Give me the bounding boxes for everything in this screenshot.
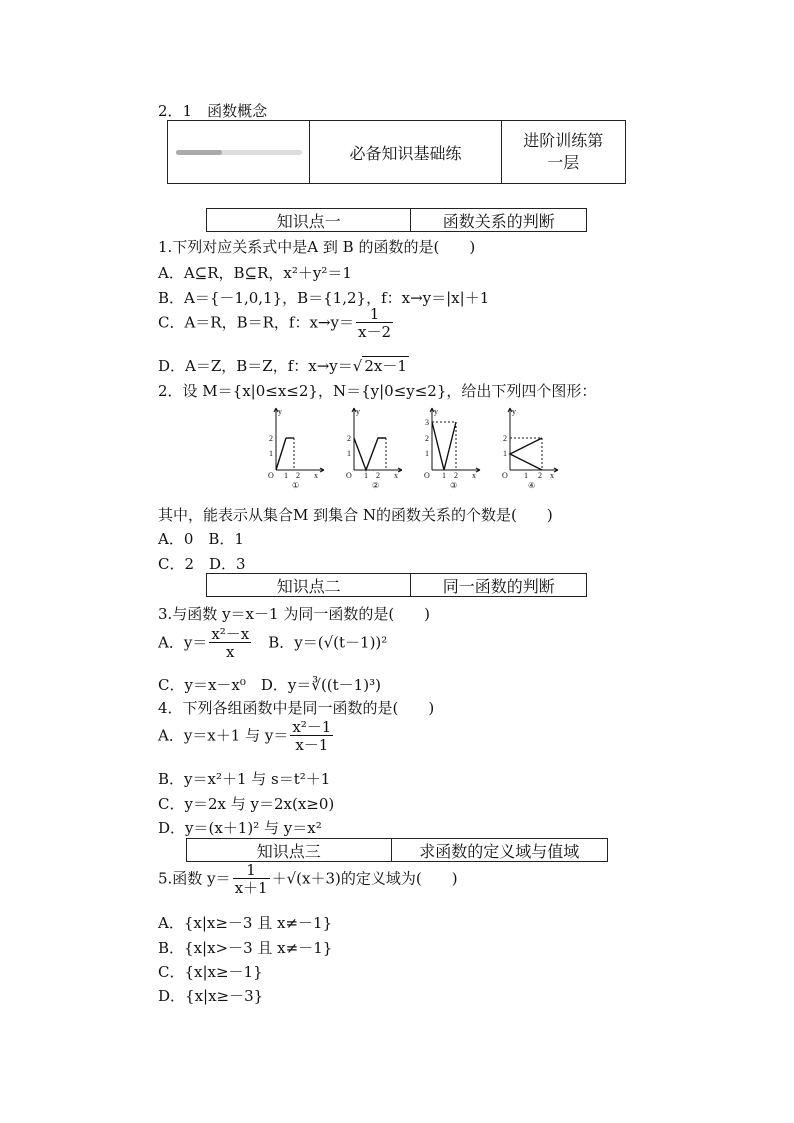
q4-stem: 4．下列各组函数中是同一函数的是( ) <box>158 699 435 717</box>
q3-a-prefix: A．y＝ <box>158 633 208 652</box>
svg-text:y: y <box>434 407 438 416</box>
svg-text:x: x <box>394 471 398 480</box>
header-advanced-line1: 进阶训练第 <box>523 131 604 150</box>
q2-tail: 其中，能表示从集合M 到集合 N的函数关系的个数是( ) <box>158 506 553 524</box>
graph-2-label: ② <box>372 481 380 489</box>
q1-c-num: 1 <box>356 306 393 323</box>
q4-option-c: C．y＝2x 与 y＝2x(x≥0) <box>158 795 335 813</box>
q1-stem: 1.下列对应关系式中是A 到 B 的函数的是( ) <box>158 238 476 256</box>
q5-stem-prefix: 5.函数 y＝ <box>158 869 231 888</box>
q3-options-ab <box>158 626 387 661</box>
svg-text:2: 2 <box>347 434 351 443</box>
svg-text:2: 2 <box>269 434 273 443</box>
q5-stem <box>158 862 458 897</box>
kp1-label: 知识点一 <box>207 209 411 231</box>
kp3-title: 求函数的定义域与值域 <box>419 841 580 861</box>
q1-option-a: A．A⊆R，B⊆R，x²＋y²＝1 <box>158 264 352 282</box>
q4-option-b: B．y＝x²＋1 与 s＝t²＋1 <box>158 770 331 788</box>
q4-option-d: D．y＝(x＋1)² 与 y＝x² <box>158 819 322 837</box>
knowledge-point-1 <box>206 208 587 232</box>
progress-fill <box>176 150 222 155</box>
svg-text:1: 1 <box>284 471 288 480</box>
q5-fraction <box>233 862 270 897</box>
q5-option-a: A．{x|x≥－3 且 x≠－1} <box>158 914 333 932</box>
q3-options-cd: C．y＝x－x⁰ D．y＝∛((t－1)³) <box>158 676 381 694</box>
graph-4 <box>500 404 560 489</box>
q4-option-a <box>158 719 335 754</box>
graph-1-label: ① <box>292 481 300 489</box>
q2-stem: 2．设 M＝{x|0≤x≤2}，N＝{y|0≤y≤2}，给出下列四个图形： <box>158 382 597 400</box>
q2-options-ab: A．0 B．1 <box>158 530 244 548</box>
svg-text:2: 2 <box>425 434 429 443</box>
header-basic-practice: 必备知识基础练 <box>310 121 501 183</box>
q3-a-den: x <box>226 643 235 661</box>
svg-text:3: 3 <box>425 418 429 427</box>
kp1-title: 函数关系的判断 <box>442 211 555 231</box>
header-advanced-line2: 一层 <box>547 153 580 172</box>
q3-a-fraction <box>209 626 251 661</box>
kp2-label: 知识点二 <box>207 574 411 596</box>
progress-bar <box>176 150 302 155</box>
q1-option-d <box>158 355 409 376</box>
q4-a-den: x－1 <box>295 736 329 754</box>
svg-text:1: 1 <box>364 471 368 480</box>
q4-a-prefix: A．y＝x＋1 与 y＝ <box>158 726 289 745</box>
svg-text:y: y <box>278 407 282 416</box>
q1-option-b: B．A＝{－1,0,1}，B＝{1,2}，f：x→y＝|x|＋1 <box>158 289 490 307</box>
q5-num: 1 <box>233 862 270 879</box>
q2-options-cd: C．2 D．3 <box>158 555 246 573</box>
svg-text:2: 2 <box>296 471 300 480</box>
q1-c-fraction <box>356 306 393 341</box>
graph-1 <box>266 404 326 489</box>
q5-den: x＋1 <box>234 879 268 897</box>
svg-text:1: 1 <box>442 471 446 480</box>
svg-text:y: y <box>356 407 360 416</box>
section-title: 2．1 函数概念 <box>158 102 268 120</box>
q1-c-den: x－2 <box>357 323 391 341</box>
q1-option-c <box>158 306 395 341</box>
knowledge-point-2 <box>206 573 587 597</box>
svg-text:1: 1 <box>503 449 507 458</box>
svg-text:x: x <box>550 471 554 480</box>
q5-stem-suffix: ＋√(x＋3)的定义域为( ) <box>271 869 458 888</box>
svg-text:2: 2 <box>376 471 380 480</box>
graph-3 <box>422 404 482 489</box>
sqrt-sign: √ <box>352 357 363 375</box>
svg-text:x: x <box>472 471 476 480</box>
q1-c-prefix: C．A＝R，B＝R，f：x→y＝ <box>158 313 354 332</box>
svg-text:y: y <box>512 407 516 416</box>
q1-d-prefix: D．A＝Z，B＝Z，f：x→y＝ <box>158 357 353 375</box>
svg-text:1: 1 <box>347 449 351 458</box>
progress-cell <box>168 121 310 183</box>
graph-3-label: ③ <box>450 481 458 489</box>
svg-text:O: O <box>268 471 274 480</box>
q3-a-num: x²－x <box>211 625 250 643</box>
svg-text:2: 2 <box>454 471 458 480</box>
kp3-label: 知识点三 <box>187 839 392 861</box>
svg-text:x: x <box>314 471 318 480</box>
svg-text:1: 1 <box>425 449 429 458</box>
svg-text:O: O <box>346 471 352 480</box>
kp2-title: 同一函数的判断 <box>442 576 555 596</box>
q5-option-d: D．{x|x≥－3} <box>158 987 264 1005</box>
svg-text:1: 1 <box>269 449 273 458</box>
q3-stem: 3.与函数 y＝x－1 为同一函数的是( ) <box>158 605 431 623</box>
q5-option-c: C．{x|x≥－1} <box>158 963 263 981</box>
header-advanced <box>502 121 625 183</box>
header-table <box>167 120 626 184</box>
graph-4-label: ④ <box>528 481 536 489</box>
q4-a-num: x²－1 <box>292 718 332 736</box>
svg-text:2: 2 <box>538 471 542 480</box>
q3-b: B．y＝(√(t－1))² <box>253 633 388 652</box>
svg-text:O: O <box>502 471 508 480</box>
q5-option-b: B．{x|x>－3 且 x≠－1} <box>158 939 333 957</box>
svg-text:O: O <box>424 471 430 480</box>
q1-d-radicand: 2x－1 <box>364 357 407 375</box>
q4-a-fraction <box>290 719 333 754</box>
knowledge-point-3 <box>186 838 608 862</box>
svg-text:2: 2 <box>503 434 507 443</box>
svg-text:1: 1 <box>524 471 528 480</box>
graph-2 <box>344 404 404 489</box>
